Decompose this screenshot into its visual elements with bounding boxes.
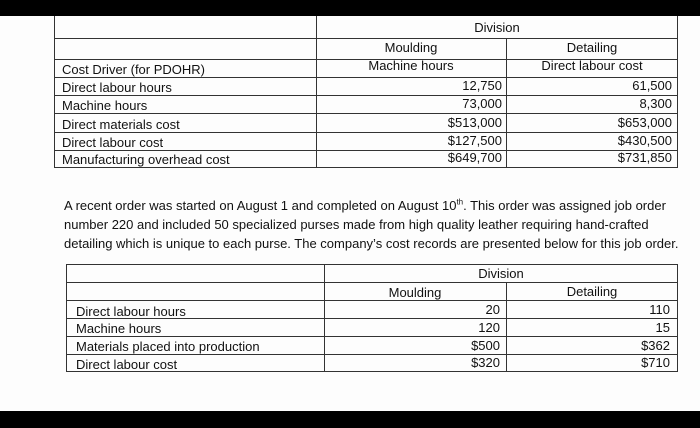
moulding-column-header: Moulding [388,285,442,300]
moulding-value: 12,750 [462,78,502,93]
row-label: Direct labour hours [62,80,172,95]
moulding-value: 73,000 [462,96,502,111]
row-label: Direct labour hours [76,304,186,319]
row-label: Direct labour cost [76,357,178,372]
detailing-value: 8,300 [639,96,672,111]
division-header: Division [474,20,520,35]
detailing-value: 110 [649,302,670,317]
moulding-value: 120 [478,320,500,335]
row-label: Machine hours [76,321,162,336]
paragraph-line-2: number 220 and included 50 specialized purses made from high quality leather requiring hand-crafted [64,217,649,232]
detailing-value: 61,500 [632,78,672,93]
division-header: Division [478,266,524,281]
row-label: Machine hours [62,98,148,113]
paragraph-line-3: detailing which is unique to each purse. The company’s cost records are presented below for this job order. [64,236,679,251]
detailing-value: 15 [655,320,670,335]
detailing-column-header: Detailing [566,40,618,55]
moulding-value: $513,000 [447,115,502,130]
detailing-cost-driver: Direct labour cost [541,58,643,73]
row-label: Materials placed into production [76,339,260,354]
paragraph-line-1b: . This order was assigned job order [463,198,666,213]
detailing-value: $653,000 [617,115,672,130]
row-label: Direct materials cost [62,117,180,132]
moulding-column-header: Moulding [384,40,438,55]
detailing-column-header: Detailing [566,284,618,299]
top-black-border [0,0,700,16]
moulding-cost-driver: Machine hours [368,58,454,73]
paragraph-line-1a: A recent order was started on August 1 and completed on August 10 [64,198,457,213]
moulding-value: $649,700 [447,150,502,165]
detailing-value: $362 [641,338,670,353]
detailing-value: $731,850 [617,150,672,165]
bottom-black-border [0,411,700,428]
moulding-value: $127,500 [447,133,502,148]
moulding-value: $320 [471,355,500,370]
job-order-description [64,196,694,253]
detailing-value: $710 [641,355,670,370]
ordinal-suffix: th [456,197,464,207]
moulding-value: 20 [485,302,500,317]
row-label: Direct labour cost [62,135,164,150]
moulding-value: $500 [471,338,500,353]
row-label: Manufacturing overhead cost [62,152,230,167]
cost-driver-row-label: Cost Driver (for PDOHR) [62,62,206,77]
detailing-value: $430,500 [617,133,672,148]
